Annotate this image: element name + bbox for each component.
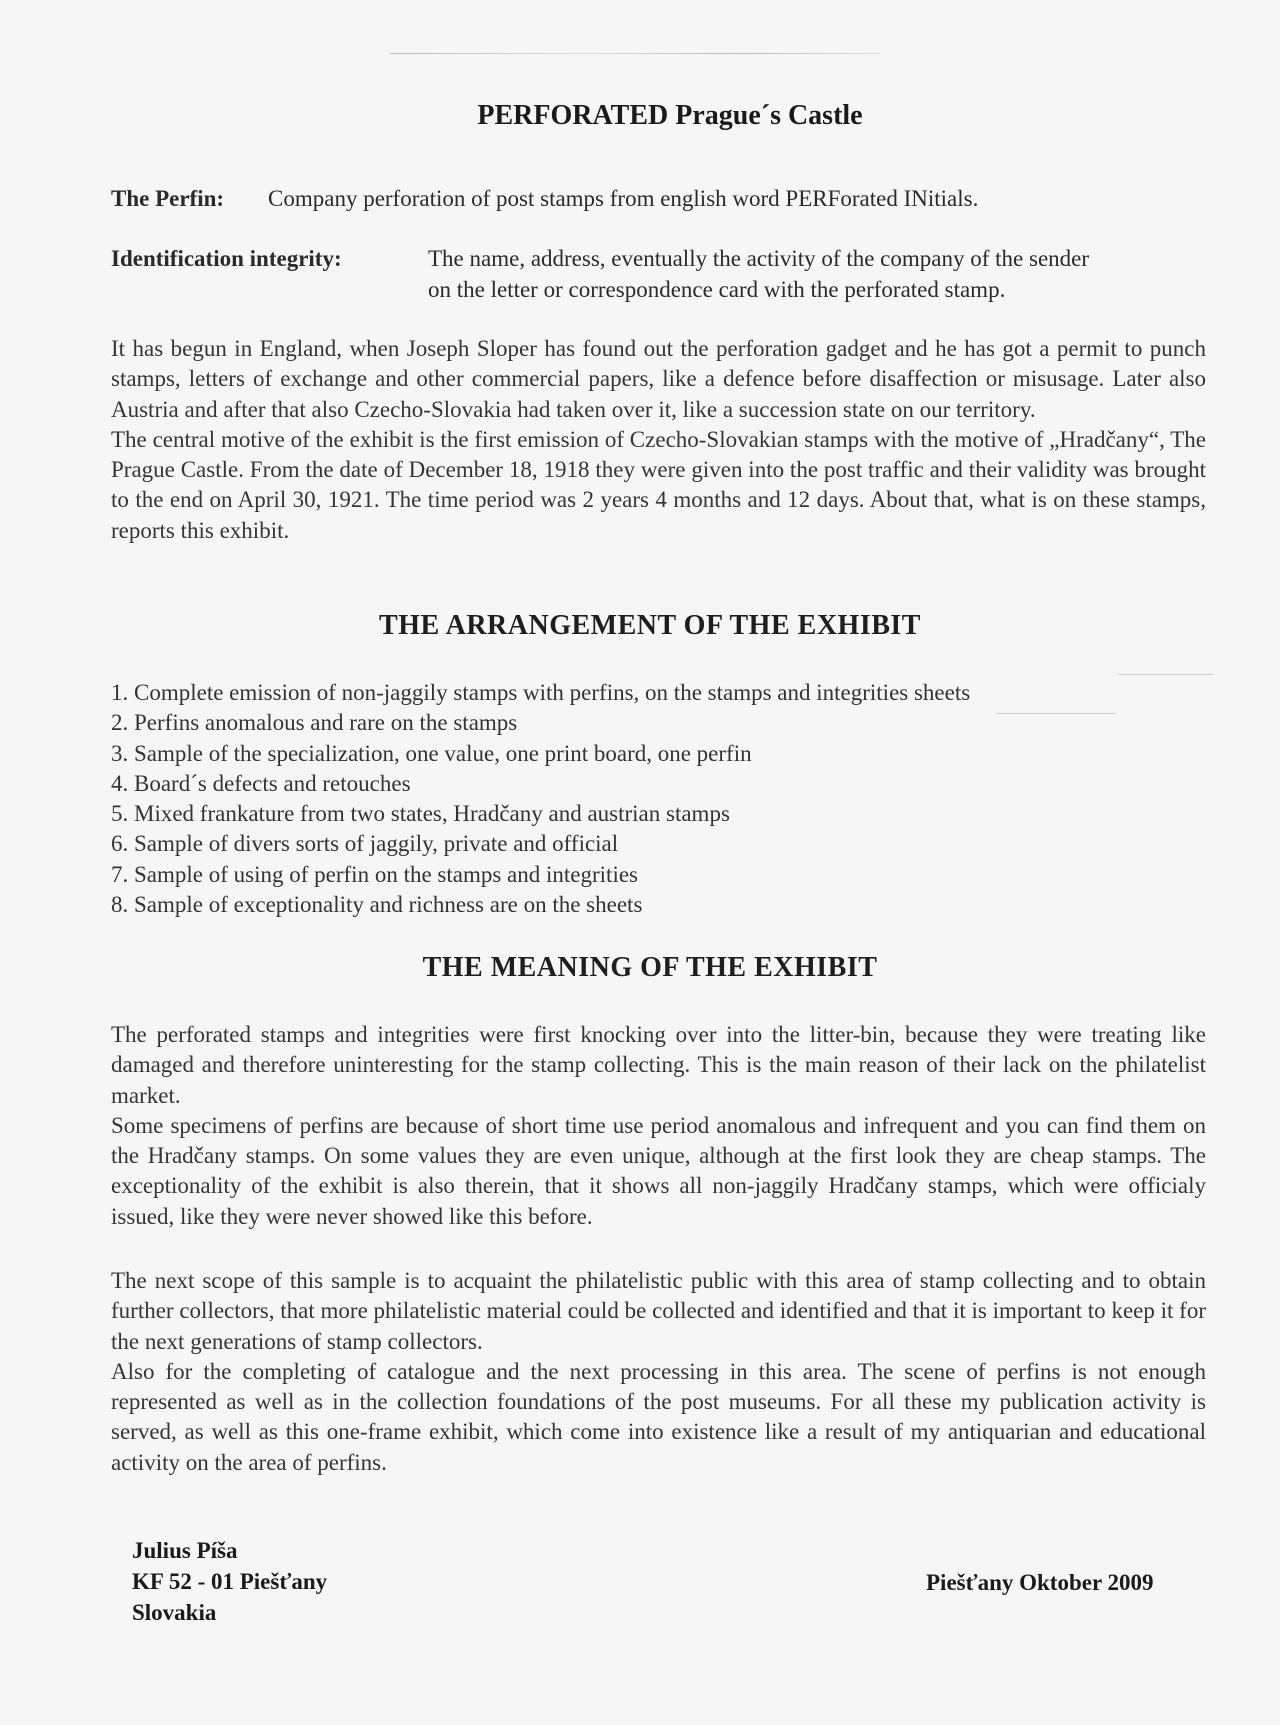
author-name: Julius Píša [132,1538,238,1563]
scan-top-line [390,53,880,54]
list-item: 2. Perfins anomalous and rare on the stamps [111,710,518,736]
meaning-section [111,1020,1206,1232]
list-item: 8. Sample of exceptionality and richness are on the sheets [111,892,643,918]
intro-paragraph: It has begun in England, when Joseph Sloper has found out the perforation gadget and he has got a permit to punch stamps, letters of exchange and other commercial papers, like a defence before disaffection or misusage. Later also Austria and after that also Czecho-Slovakia had taken over it, like a succession state on our territory. [111,336,1206,422]
definition-text-line2: on the letter or correspondence card with the perforated stamp. [428,277,1006,302]
pen-stroke [996,713,1116,714]
intro-section [111,334,1206,546]
pen-stroke [1118,674,1214,675]
list-item: 6. Sample of divers sorts of jaggily, private and official [111,831,619,857]
list-item: 7. Sample of using of perfin on the stamps and integrities [111,861,638,887]
signature-block [132,1535,327,1628]
definition-label: The Perfin: [111,186,225,211]
intro-paragraph: The central motive of the exhibit is the first emission of Czecho-Slovakian stamps with the motive of „Hradčany“, The Prague Castle. From the date of December 18, 1918 they were given into the post traffic and their validity was brought to the end on April 30, 1921. The time period was 2 years 4 months and 12 days. About that, what is on these stamps, reports this exhibit. [111,426,1206,543]
meaning-paragraph: Some specimens of perfins are because of short time use period anomalous and infrequent and you can find them on the Hradčany stamps. On some values they are even unique, although at the first look they are cheap stamps. The exceptionality of the exhibit is also therein, that it shows all non-jaggily Hradčany stamps, which were officialy issued, like they were never showed like this before. [111,1112,1206,1229]
scope-paragraph: The next scope of this sample is to acquaint the philatelistic public with this area of stamp collecting and to obtain further collectors, that more philatelistic material could be collected and identified and that it is important to keep it for the next generations of stamp collectors. [111,1268,1206,1354]
meaning-heading: THE MEANING OF THE EXHIBIT [422,952,878,983]
definition-text-line1: The name, address, eventually the activity of the company of the sender [428,246,1090,271]
place-date: Piešťany Oktober 2009 [926,1570,1154,1595]
definition-text: Company perforation of post stamps from english word PERForated INitials. [268,186,979,211]
arrangement-list [111,678,970,920]
list-item: 4. Board´s defects and retouches [111,770,411,796]
meaning-paragraph: The perforated stamps and integrities were first knocking over into the litter-bin, because they were treating like damaged and therefore uninteresting for the stamp collecting. This is the main reason of their lack on the philatelist market. [111,1022,1206,1108]
list-item: 5. Mixed frankature from two states, Hradčany and austrian stamps [111,801,730,827]
author-address: KF 52 - 01 Piešťany [132,1569,328,1594]
definition-label: Identification integrity: [111,246,342,271]
author-country: Slovakia [132,1600,217,1625]
list-item: 3. Sample of the specialization, one value, one print board, one perfin [111,740,752,766]
list-item: 1. Complete emission of non-jaggily stamps with perfins, on the stamps and integrities sheets [111,680,971,705]
document-title: PERFORATED Prague´s Castle [477,100,863,131]
scope-section [111,1266,1206,1478]
arrangement-heading: THE ARRANGEMENT OF THE EXHIBIT [379,610,921,641]
scope-paragraph: Also for the completing of catalogue and the next processing in this area. The scene of perfins is not enough represented as well as in the collection foundations of the post museums. For all these my publication activity is served, as well as this one-frame exhibit, which come into existence like a result of my antiquarian and educational activity on the area of perfins. [111,1358,1206,1475]
